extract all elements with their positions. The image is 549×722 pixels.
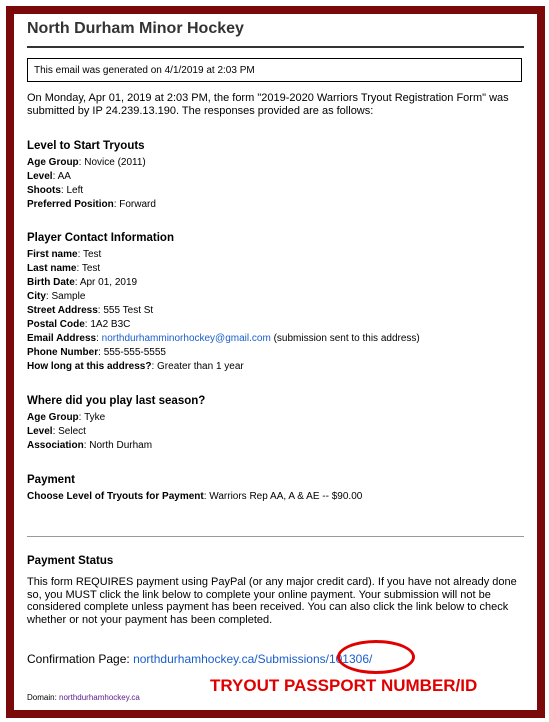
field-row: Choose Level of Tryouts for Payment: Warriors Rep AA, A & AE -- $90.00 xyxy=(27,491,363,502)
email-link[interactable]: northdurhamminorhockey@gmail.com xyxy=(101,333,271,344)
field-row: Shoots: Left xyxy=(27,185,84,196)
contact-section xyxy=(27,232,527,374)
field-row: Age Group: Novice (2011) xyxy=(27,157,146,168)
generated-notice: This email was generated on 4/1/2019 at 2:03 PM xyxy=(27,58,522,82)
level-section xyxy=(27,140,527,212)
field-row: Level: Select xyxy=(27,426,86,437)
payment-status-heading: Payment Status xyxy=(27,555,114,567)
email-frame xyxy=(6,6,545,718)
domain-link[interactable]: northdurhamhockey.ca xyxy=(59,693,140,702)
last-season-section xyxy=(27,395,527,453)
confirmation-label: Confirmation Page: xyxy=(27,652,130,666)
section-heading: Player Contact Information xyxy=(27,232,174,244)
section-heading: Payment xyxy=(27,474,75,486)
field-row: City: Sample xyxy=(27,291,86,302)
field-row: Age Group: Tyke xyxy=(27,412,106,423)
field-row: First name: Test xyxy=(27,249,102,260)
title-divider xyxy=(27,46,524,48)
intro-text: On Monday, Apr 01, 2019 at 2:03 PM, the form "2019-2020 Warriors Tryout Registration Form" was submitted by IP 24.239.13.190. The responses provided are as follows: xyxy=(27,92,509,117)
section-heading: Level to Start Tryouts xyxy=(27,140,145,152)
field-row: Postal Code: 1A2 B3C xyxy=(27,319,131,330)
field-row: Association: North Durham xyxy=(27,440,153,451)
page-title: North Durham Minor Hockey xyxy=(27,20,244,37)
email-row: Email Address: northdurhamminorhockey@gmail.com (submission sent to this address) xyxy=(27,333,420,344)
field-row: Street Address: 555 Test St xyxy=(27,305,154,316)
divider xyxy=(27,536,524,537)
field-row: Phone Number: 555-555-5555 xyxy=(27,347,166,358)
field-row: Birth Date: Apr 01, 2019 xyxy=(27,277,138,288)
field-row: Level: AA xyxy=(27,171,71,182)
annotation-label: TRYOUT PASSPORT NUMBER/ID xyxy=(210,676,478,695)
field-row: Last name: Test xyxy=(27,263,101,274)
field-row: How long at this address?: Greater than 1 year xyxy=(27,361,244,372)
domain-footer: Domain: northdurhamhockey.ca xyxy=(27,693,140,702)
payment-status-text: This form REQUIRES payment using PayPal (or any major credit card). If you have not already done so, you MUST click the link below to complete your online payment. Your submission will not be considered complete unless payment has been received. You can also click the link below to check whether or not your payment has been completed. xyxy=(27,576,517,626)
section-heading: Where did you play last season? xyxy=(27,395,206,407)
confirmation-row xyxy=(27,652,372,666)
payment-section xyxy=(27,474,527,504)
confirmation-link[interactable]: northdurhamhockey.ca/Submissions/101306/ xyxy=(133,652,373,666)
highlight-circle xyxy=(337,640,415,674)
field-row: Preferred Position: Forward xyxy=(27,199,156,210)
